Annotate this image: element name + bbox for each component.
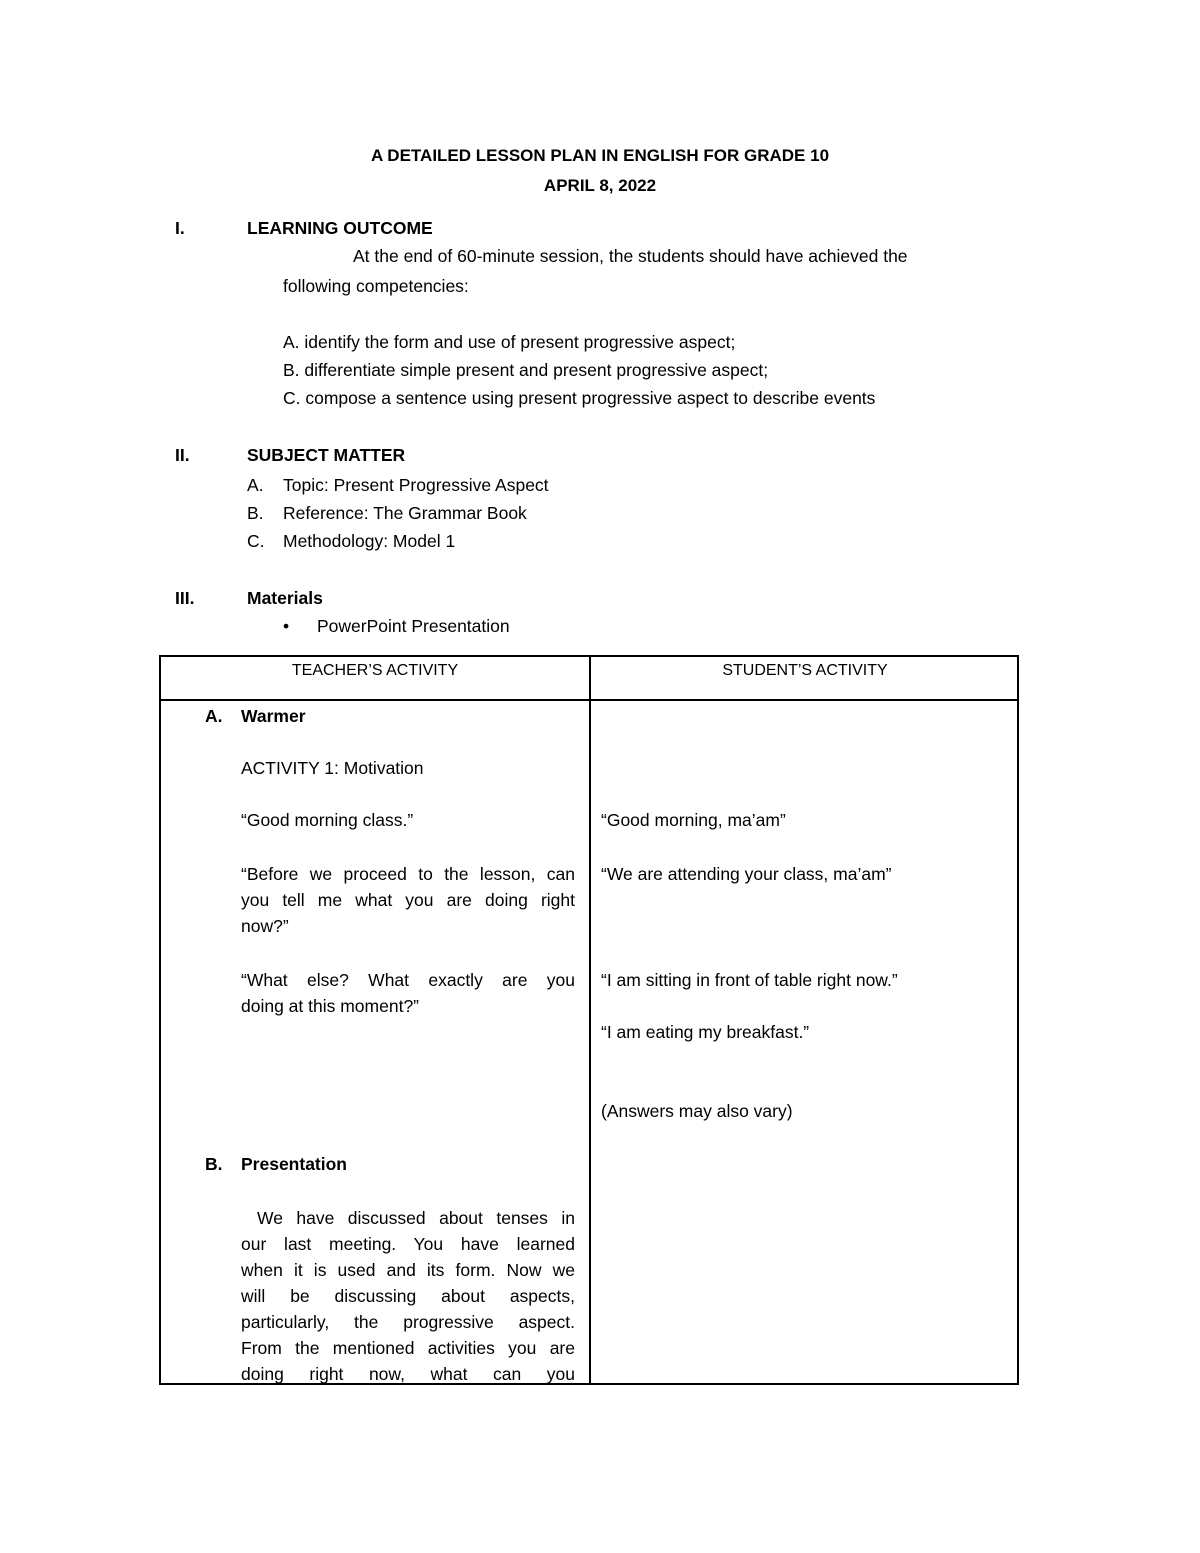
text-line: will be discussing about aspects, — [241, 1286, 575, 1306]
student-answer: “We are attending your class, ma’am” — [601, 864, 892, 884]
section-numeral-2: II. — [175, 445, 190, 465]
text-line: particularly, the progressive aspect. — [241, 1312, 575, 1332]
student-answer: “I am sitting in front of table right now.” — [601, 970, 898, 990]
text-line: our last meeting. You have learned — [241, 1234, 575, 1254]
column-header-teacher: TEACHER’S ACTIVITY — [291, 662, 459, 679]
text-line: now?” — [241, 916, 289, 936]
column-header-student: STUDENT’S ACTIVITY — [722, 662, 888, 679]
warmer-heading: Warmer — [241, 706, 306, 726]
outcome-item: C. compose a sentence using present progressive aspect to describe events — [283, 388, 876, 408]
text-line: doing right now, what can you — [241, 1364, 575, 1384]
subject-item-text: Reference: The Grammar Book — [283, 503, 527, 523]
student-answer: “I am eating my breakfast.” — [601, 1022, 810, 1042]
table-column-divider — [589, 657, 591, 1383]
presentation-letter: B. — [205, 1154, 223, 1174]
text-line: “What else? What exactly are you — [241, 970, 575, 990]
text-line: when it is used and its form. Now we — [241, 1260, 575, 1280]
presentation-heading: Presentation — [241, 1154, 347, 1174]
teacher-question-2 — [241, 967, 575, 1019]
subject-item-letter: A. — [247, 475, 264, 495]
outcome-item: B. differentiate simple present and present progressive aspect; — [283, 360, 769, 380]
teacher-question-1 — [241, 861, 575, 939]
text-line: “Before we proceed to the lesson, can — [241, 864, 575, 884]
text-line: doing at this moment?” — [241, 996, 420, 1016]
bullet-icon: • — [283, 616, 290, 636]
subject-item-text: Topic: Present Progressive Aspect — [283, 475, 549, 495]
text-line: you tell me what you are doing right — [241, 890, 575, 910]
activity-title: ACTIVITY 1: Motivation — [241, 758, 424, 778]
teacher-greeting: “Good morning class.” — [241, 810, 414, 830]
text-line: From the mentioned activities you are — [241, 1338, 575, 1358]
student-answer-note: (Answers may also vary) — [601, 1101, 793, 1121]
outcome-intro-line2: following competencies: — [283, 276, 469, 296]
subject-item-letter: C. — [247, 531, 265, 551]
subject-item-letter: B. — [247, 503, 264, 523]
materials-item: PowerPoint Presentation — [317, 616, 510, 636]
section-heading-subject: SUBJECT MATTER — [247, 445, 406, 465]
student-greeting: “Good morning, ma’am” — [601, 810, 786, 830]
activity-table — [159, 655, 1019, 1385]
table-header-divider — [161, 699, 1017, 701]
outcome-item: A. identify the form and use of present progressive aspect; — [283, 332, 736, 352]
section-numeral-1: I. — [175, 218, 185, 238]
document-date: APRIL 8, 2022 — [543, 176, 657, 195]
section-heading-materials: Materials — [247, 588, 323, 608]
text-line: We have discussed about tenses in — [257, 1208, 575, 1228]
outcome-intro-line1: At the end of 60-minute session, the students should have achieved the — [353, 246, 908, 266]
subject-item-text: Methodology: Model 1 — [283, 531, 456, 551]
document-title: A DETAILED LESSON PLAN IN ENGLISH FOR GRADE 10 — [370, 146, 830, 165]
section-heading-outcome: LEARNING OUTCOME — [247, 218, 433, 238]
warmer-letter: A. — [205, 706, 223, 726]
presentation-paragraph — [241, 1205, 575, 1387]
section-numeral-3: III. — [175, 588, 195, 608]
